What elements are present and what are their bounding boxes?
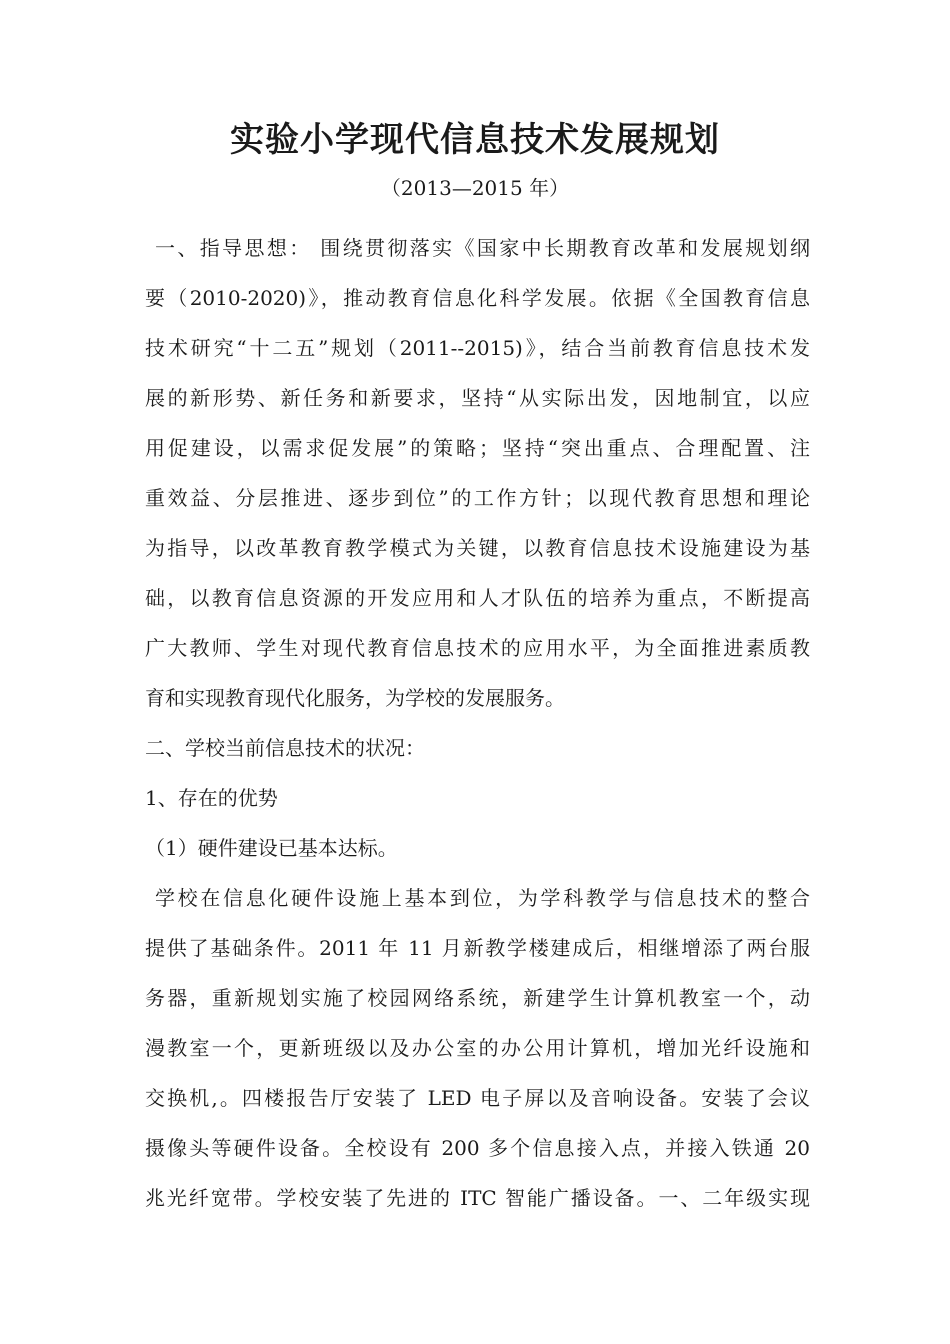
paragraph-line: 展的新形势、新任务和新要求，坚持“从实际出发，因地制宜，以应 bbox=[145, 386, 810, 410]
subsection-item: （1）硬件建设已基本达标。 bbox=[145, 836, 398, 860]
paragraph-line: 提供了基础条件。2011 年 11 月新教学楼建成后，相继增添了两台服 bbox=[145, 936, 810, 960]
paragraph-line: 交换机,。四楼报告厅安装了 LED 电子屏以及音响设备。安装了会议 bbox=[145, 1086, 810, 1110]
paragraph-line: 兆光纤宽带。学校安装了先进的 ITC 智能广播设备。一、二年级实现 bbox=[145, 1186, 810, 1210]
paragraph-line: 广大教师、学生对现代教育信息技术的应用水平，为全面推进素质教 bbox=[145, 636, 810, 660]
document-subtitle: （2013—2015 年） bbox=[380, 176, 570, 200]
paragraph-line: 育和实现教育现代化服务，为学校的发展服务。 bbox=[145, 686, 565, 710]
paragraph-line: 学校在信息化硬件设施上基本到位，为学科教学与信息技术的整合 bbox=[155, 886, 810, 910]
paragraph-line: 重效益、分层推进、逐步到位”的工作方针；以现代教育思想和理论 bbox=[145, 486, 810, 510]
subsection-heading: 1、存在的优势 bbox=[145, 786, 278, 810]
paragraph-line: 用促建设，以需求促发展”的策略；坚持“突出重点、合理配置、注 bbox=[145, 436, 810, 460]
paragraph-line: 要（2010-2020)》，推动教育信息化科学发展。依据《全国教育信息 bbox=[145, 286, 810, 310]
document-body bbox=[145, 223, 810, 1223]
document-title: 实验小学现代信息技术发展规划 bbox=[230, 120, 720, 160]
section-heading: 二、学校当前信息技术的状况： bbox=[145, 736, 425, 760]
paragraph-line: 一、指导思想： 围绕贯彻落实《国家中长期教育改革和发展规划纲 bbox=[155, 236, 810, 260]
paragraph-line: 漫教室一个，更新班级以及办公室的办公用计算机，增加光纤设施和 bbox=[145, 1036, 810, 1060]
paragraph-line: 为指导，以改革教育教学模式为关键，以教育信息技术设施建设为基 bbox=[145, 536, 810, 560]
paragraph-line: 务器，重新规划实施了校园网络系统，新建学生计算机教室一个，动 bbox=[145, 986, 810, 1010]
paragraph-line: 摄像头等硬件设备。全校设有 200 多个信息接入点，并接入铁通 20 bbox=[145, 1136, 810, 1160]
paragraph-line: 技术研究“十二五”规划（2011--2015)》，结合当前教育信息技术发 bbox=[145, 336, 810, 360]
paragraph-line: 础，以教育信息资源的开发应用和人才队伍的培养为重点，不断提高 bbox=[145, 586, 810, 610]
